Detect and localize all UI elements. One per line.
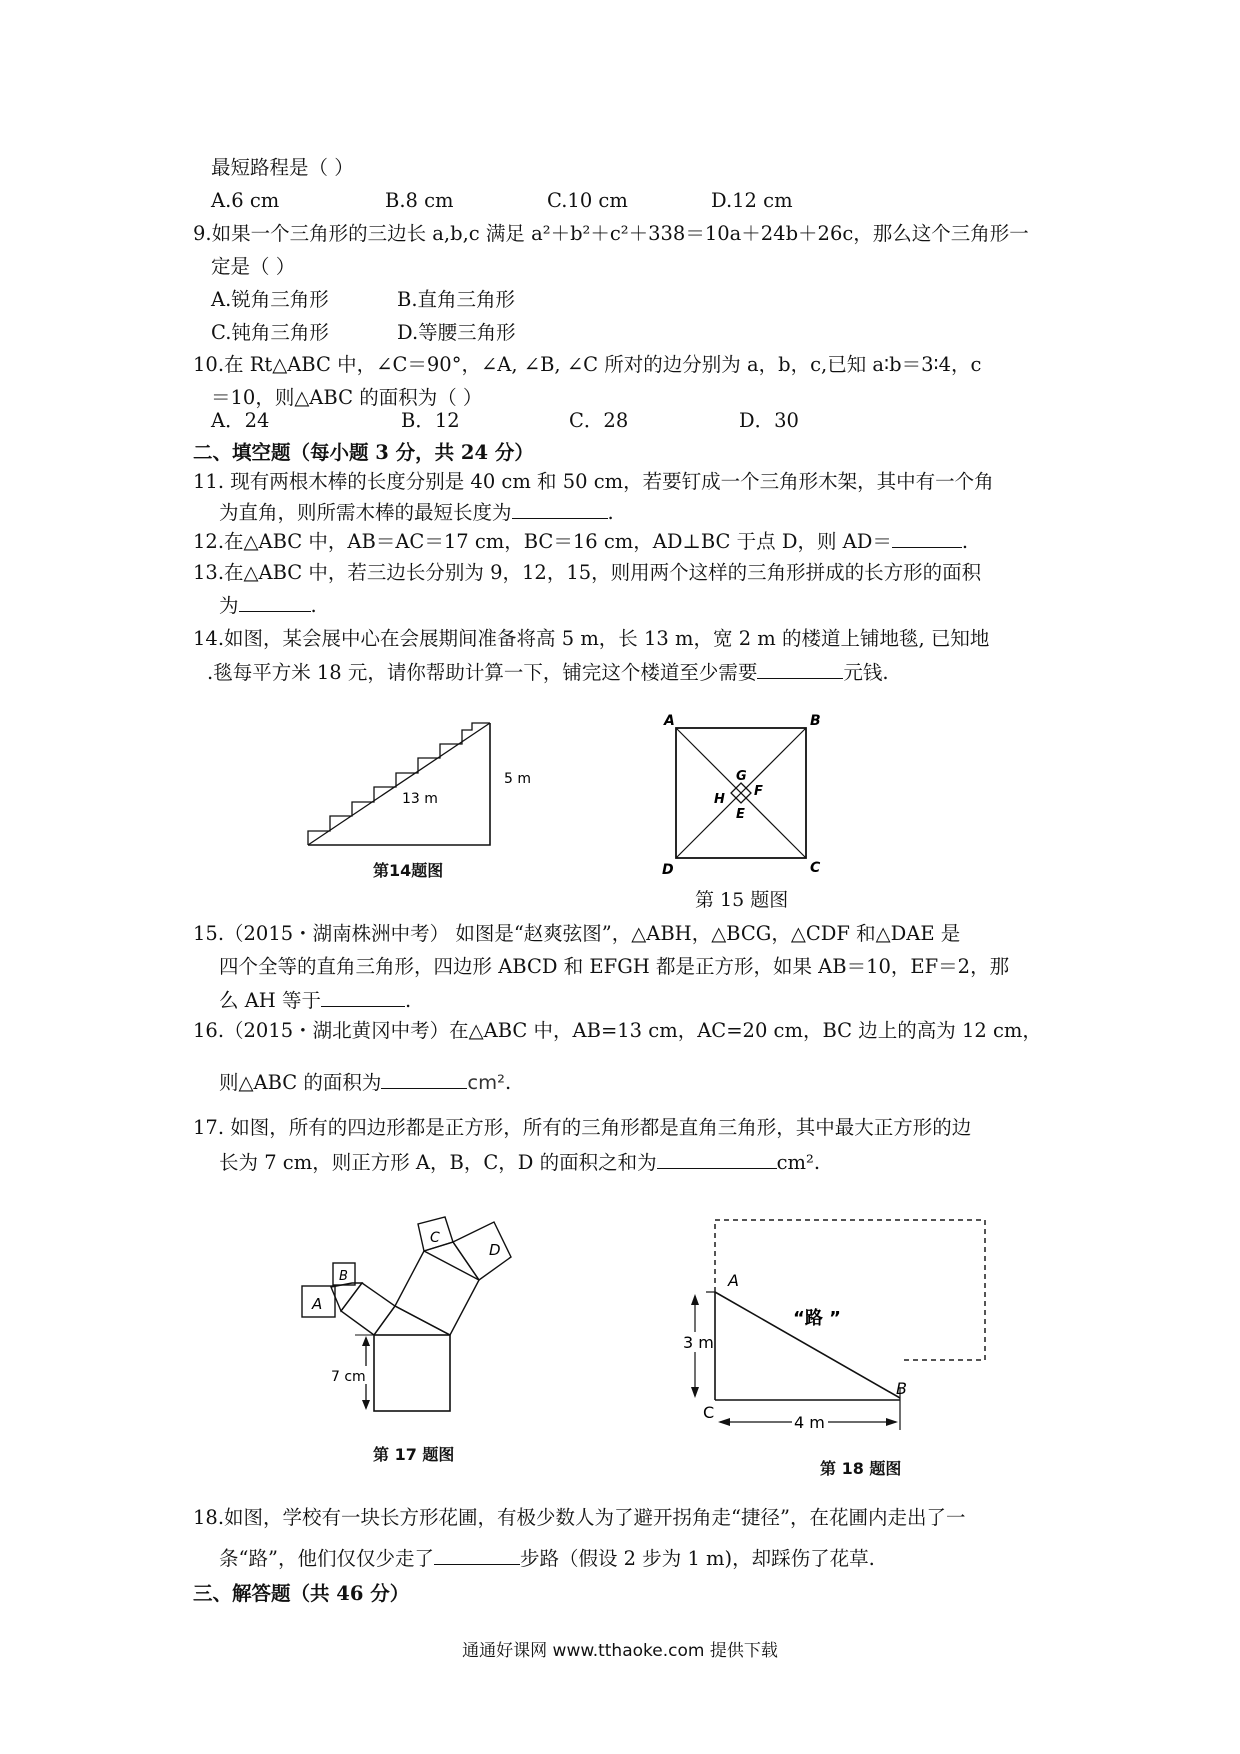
fig15-label-a: A <box>664 713 675 729</box>
q12-answer-blank[interactable] <box>892 527 962 548</box>
q14-text: .毯每平方米 18 元，请你帮助计算一下，铺完这个楼道至少需要 <box>207 661 758 684</box>
fig17-caption: 第 17 题图 <box>373 1445 455 1464</box>
q18-line1: 18.如图，学校有一块长方形花圃，有极少数人为了避开拐角走“捷径”，在花圃内走出了一 <box>193 1506 966 1529</box>
fig15-label-d: D <box>662 862 674 878</box>
q16-text: 则△ABC 的面积为 <box>219 1071 382 1094</box>
q15-text: 么 AH 等于 <box>219 989 321 1012</box>
q17-line2 <box>219 1148 820 1176</box>
fig18-height-label: 3 m <box>683 1333 714 1352</box>
q9-line2: 定是（ ） <box>211 255 296 278</box>
figure-15-zhao-shuang <box>662 714 842 894</box>
q9-option-b: B.直角三角形 <box>397 288 516 311</box>
q9-line1: 9.如果一个三角形的三边长 a,b,c 满足 a²＋b²＋c²＋338＝10a＋24b＋26c，那么这个三角形一 <box>193 222 1029 245</box>
fig17-label-b: B <box>339 1269 348 1284</box>
q11-period: . <box>607 501 614 524</box>
q13-period: . <box>310 594 317 617</box>
q12-period: . <box>961 530 969 553</box>
q8-option-a: A.6 cm <box>211 189 280 212</box>
fig15-label-c: C <box>810 860 821 876</box>
q18-answer-blank[interactable] <box>434 1544 520 1565</box>
fig14-caption: 第14题图 <box>373 861 444 880</box>
figure-17-square-tree <box>295 1190 555 1450</box>
q17-text: 长为 7 cm，则正方形 A，B，C，D 的面积之和为 <box>219 1151 657 1174</box>
fig17-side-label: 7 cm <box>331 1369 366 1385</box>
q13-text: 为 <box>219 594 239 617</box>
q16-answer-blank[interactable] <box>381 1068 467 1089</box>
fig14-height-label: 5 m <box>504 771 531 787</box>
fig15-caption: 第 15 题图 <box>695 889 789 911</box>
q8-option-b: B.8 cm <box>385 189 454 212</box>
fig18-label-c: C <box>703 1403 715 1422</box>
q12-line <box>193 527 968 555</box>
q10-option-c: C．28 <box>569 409 629 432</box>
q16-unit: cm² <box>467 1071 505 1094</box>
fig17-label-c: C <box>430 1230 440 1246</box>
q9-options-row2 <box>211 320 711 346</box>
q9-option-c: C.钝角三角形 <box>211 321 329 344</box>
q16-line2 <box>219 1068 511 1096</box>
q14-suffix: 元钱. <box>843 661 889 684</box>
fig17-label-d: D <box>489 1241 501 1259</box>
fig15-label-f: F <box>754 784 763 799</box>
fig15-label-g: G <box>736 769 747 784</box>
q11-line1: 11. 现有两根木棒的长度分别是 40 cm 和 50 cm，若要钉成一个三角形木架，其中有一个角 <box>193 470 994 493</box>
fig17-label-a: A <box>312 1295 323 1313</box>
q10-line1: 10.在 Rt△ABC 中，∠C＝90°，∠A, ∠B, ∠C 所对的边分别为 a，b，c,已知 a∶b＝3∶4，c <box>193 353 982 376</box>
q10-option-d: D．30 <box>739 409 799 432</box>
q18-suffix: 步路（假设 2 步为 1 m)，却踩伤了花草. <box>519 1547 875 1570</box>
fig18-label-b: B <box>896 1379 907 1398</box>
q8-options <box>211 188 911 214</box>
q16-period: . <box>504 1071 512 1094</box>
figure-14-staircase <box>300 715 560 855</box>
fig14-hyp-label: 13 m <box>402 791 438 807</box>
q8-tail: 最短路程是（ ） <box>211 156 354 179</box>
q15-line3 <box>219 986 411 1014</box>
q17-line1: 17. 如图，所有的四边形都是正方形，所有的三角形都是直角三角形，其中最大正方形的边 <box>193 1116 972 1139</box>
page-footer: 通通好课网 www.tthaoke.com 提供下载 <box>462 1641 778 1661</box>
section3-heading: 三、解答题（共 46 分） <box>193 1582 410 1605</box>
q8-option-d: D.12 cm <box>711 189 793 212</box>
q15-answer-blank[interactable] <box>321 986 405 1007</box>
q10-options <box>211 408 911 434</box>
q9-options-row1 <box>211 287 711 313</box>
q11-text: 为直角，则所需木棒的最短长度为 <box>219 501 512 524</box>
q13-line2 <box>219 591 317 619</box>
q16-line1: 16.（2015・湖北黄冈中考）在△ABC 中，AB=13 cm，AC=20 cm，BC 边上的高为 12 cm， <box>193 1019 1042 1042</box>
q10-option-b: B．12 <box>401 409 460 432</box>
fig15-label-e: E <box>736 807 745 822</box>
q11-line2 <box>219 498 614 526</box>
q13-line1: 13.在△ABC 中，若三边长分别为 9，12，15，则用两个这样的三角形拼成的长方形的面积 <box>193 561 982 584</box>
q14-line1: 14.如图，某会展中心在会展期间准备将高 5 m，长 13 m，宽 2 m 的楼道上铺地毯, 已知地 <box>193 627 990 650</box>
q15-period: . <box>405 989 412 1012</box>
section2-heading: 二、填空题（每小题 3 分，共 24 分） <box>193 441 534 464</box>
fig18-road-label: “路 ” <box>793 1308 841 1329</box>
q10-line2: ＝10，则△ABC 的面积为（ ） <box>211 386 483 409</box>
fig15-label-b: B <box>810 713 821 729</box>
q18-text: 条“路”，他们仅仅少走了 <box>219 1547 434 1570</box>
fig18-label-a: A <box>728 1271 739 1290</box>
q8-option-c: C.10 cm <box>547 189 628 212</box>
fig18-width-label: 4 m <box>794 1413 825 1432</box>
q17-answer-blank[interactable] <box>657 1148 777 1169</box>
fig15-label-h: H <box>714 792 725 807</box>
q9-option-d: D.等腰三角形 <box>397 321 516 344</box>
q15-line2: 四个全等的直角三角形，四边形 ABCD 和 EFGH 都是正方形，如果 AB＝10，EF＝2，那 <box>219 955 1010 978</box>
q14-line2 <box>207 658 889 686</box>
q18-line2 <box>219 1544 875 1572</box>
q17-unit: cm². <box>776 1151 821 1174</box>
q12-text: 12.在△ABC 中，AB＝AC＝17 cm，BC＝16 cm，AD⊥BC 于点 D，则 AD＝ <box>193 530 892 553</box>
q13-answer-blank[interactable] <box>239 591 311 612</box>
q15-line1: 15.（2015・湖南株洲中考） 如图是“赵爽弦图”，△ABH，△BCG，△CDF 和△DAE 是 <box>193 922 961 945</box>
q11-answer-blank[interactable] <box>512 498 608 519</box>
figure-18-garden-path <box>680 1210 980 1440</box>
q9-option-a: A.锐角三角形 <box>211 288 329 311</box>
q14-answer-blank[interactable] <box>757 658 843 679</box>
fig18-caption: 第 18 题图 <box>820 1459 902 1478</box>
q10-option-a: A．24 <box>211 409 270 432</box>
